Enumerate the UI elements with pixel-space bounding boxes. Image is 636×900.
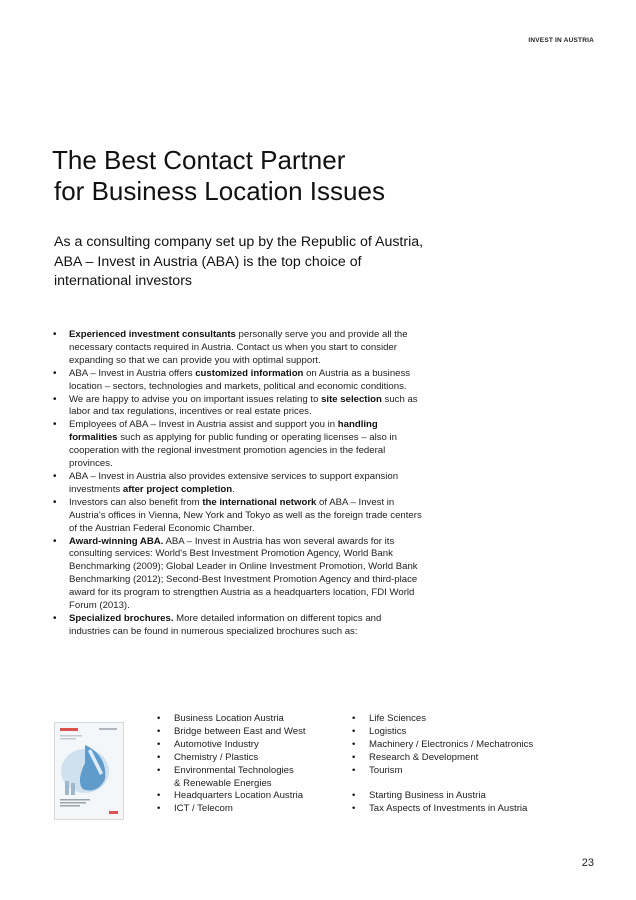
bullet-bold: after project completion	[122, 483, 233, 495]
running-header: INVEST IN AUSTRIA	[528, 37, 594, 44]
list-item: • Automotive Industry	[157, 739, 357, 752]
brochure-list-right	[352, 713, 592, 816]
bullet-text: such as applying for public funding or operating licenses – also in cooperation with the regional investment promotion agencies in the federal provinces.	[69, 432, 397, 470]
bullet-pre: ABA – Invest in Austria also provides extensive services to support expansion investments	[69, 470, 399, 495]
list-spacer	[352, 778, 592, 791]
list-item: • Chemistry / Plastics	[157, 752, 357, 765]
page-title	[52, 145, 385, 207]
list-item	[157, 765, 357, 791]
brochure-cover-thumbnail	[54, 722, 124, 820]
bullet-item	[53, 613, 423, 639]
bullet-item	[53, 329, 423, 368]
page-number: 23	[581, 857, 594, 869]
list-item: • Logistics	[352, 726, 592, 739]
brochure-list-left	[157, 713, 357, 816]
bullet-bold: handling formalities	[69, 419, 378, 444]
bullet-item	[53, 497, 423, 536]
bullet-item	[53, 536, 423, 613]
bullet-item	[53, 471, 423, 497]
brochure-cover-image	[55, 723, 123, 819]
bullet-bold: Award-winning ABA.	[69, 535, 164, 547]
list-item: • Business Location Austria	[157, 713, 357, 726]
list-item-text: Environmental Technologies	[174, 764, 294, 776]
list-item: • ICT / Telecom	[157, 803, 357, 816]
bullet-item	[53, 419, 423, 471]
bullet-bold: Specialized brochures.	[69, 612, 174, 624]
list-item: • Starting Business in Austria	[352, 790, 592, 803]
subtitle	[54, 233, 434, 292]
bullet-bold: customized information	[195, 367, 304, 379]
list-item: • Tourism	[352, 765, 592, 778]
service-bullet-list	[53, 329, 423, 639]
list-item: • Life Sciences	[352, 713, 592, 726]
bullet-item	[53, 368, 423, 394]
list-item: • Research & Development	[352, 752, 592, 765]
list-item-continuation: & Renewable Energies	[174, 777, 272, 789]
title-line-1: The Best Contact Partner	[52, 145, 346, 175]
subtitle-line-2: ABA – Invest in Austria (ABA) is the top choice of	[54, 253, 362, 270]
bullet-text: .	[232, 483, 235, 495]
subtitle-line-3: international investors	[54, 273, 193, 289]
bullet-pre: We are happy to advise you on important issues relating to	[69, 393, 322, 405]
bullet-text: More detailed information on different topics and industries can be found in numerous specialized brochures such as:	[69, 612, 382, 637]
bullet-text: on Austria as a business location – sectors, technologies and markets, political and economic conditions.	[69, 367, 411, 392]
bullet-item	[53, 394, 423, 420]
bullet-bold: Experienced investment consultants	[69, 329, 236, 340]
brochure-logo-mark	[60, 728, 78, 731]
list-item: • Bridge between East and West	[157, 726, 357, 739]
bullet-pre: Investors can also benefit from	[69, 496, 203, 508]
bullet-pre: ABA – Invest in Austria offers	[69, 367, 196, 379]
bullet-text: of ABA – Invest in Austria's offices in Vienna, New York and Tokyo as well as the foreign trade centers of the Austrian Federal Economic Chamber.	[69, 496, 422, 534]
list-item: • Headquarters Location Austria	[157, 790, 357, 803]
bullet-bold: site selection	[321, 393, 382, 405]
title-line-2: for Business Location Issues	[54, 176, 385, 206]
bullet-pre: Employees of ABA – Invest in Austria assist and support you in	[69, 419, 338, 431]
list-item: • Machinery / Electronics / Mechatronics	[352, 739, 592, 752]
subtitle-line-1: As a consulting company set up by the Republic of Austria,	[54, 234, 424, 250]
bullet-text: such as labor and tax regulations, incentives or real estate prices.	[69, 393, 418, 418]
bullet-text: ABA – Invest in Austria has won several awards for its consulting services: World's Best Investment Promotion Agency, World Bank Benchmarking (2009); Global Leader in Online Investment Promotion, World Bank Benchmarking (2012); Second-Best Investment Promotion Agency and third-place award for its program to strengthen Austria as a headquarters location, FDI World Forum (2013).	[69, 535, 418, 612]
bullet-bold: the international network	[202, 496, 317, 508]
list-item: • Tax Aspects of Investments in Austria	[352, 803, 592, 816]
bullet-text: personally serve you and provide all the necessary contacts required in Austria. Contact us when you start to consider expanding so that we can provide you with optimal support.	[69, 329, 408, 366]
